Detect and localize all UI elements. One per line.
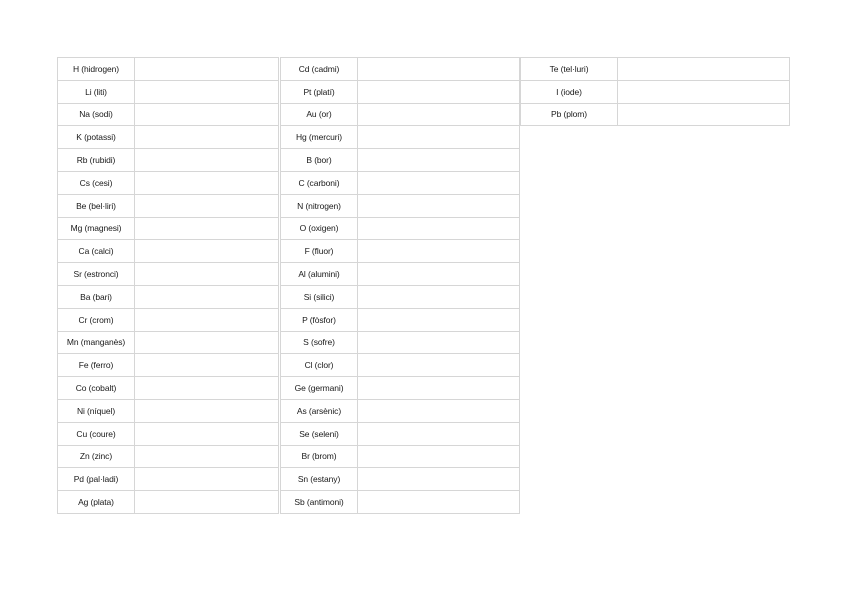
table-row xyxy=(280,422,519,445)
table-row xyxy=(57,422,278,445)
table-row xyxy=(57,80,278,103)
table-row xyxy=(57,57,278,80)
answer-field[interactable] xyxy=(617,57,790,81)
element-label: Co (cobalt) xyxy=(57,376,135,400)
element-label: F (fluor) xyxy=(280,239,358,263)
table-row xyxy=(280,353,519,376)
answer-field[interactable] xyxy=(134,80,279,104)
element-label: Sn (estany) xyxy=(280,467,358,491)
table-row xyxy=(520,57,789,80)
table-row xyxy=(57,308,278,331)
table-row xyxy=(57,285,278,308)
table-row xyxy=(57,467,278,490)
answer-field[interactable] xyxy=(357,445,520,469)
table-row xyxy=(57,399,278,422)
answer-field[interactable] xyxy=(357,285,520,309)
answer-field[interactable] xyxy=(357,57,520,81)
table-row xyxy=(57,353,278,376)
table-row xyxy=(57,171,278,194)
answer-field[interactable] xyxy=(357,103,520,127)
element-label: Cd (cadmi) xyxy=(280,57,358,81)
element-label: K (potassi) xyxy=(57,125,135,149)
element-label: Li (liti) xyxy=(57,80,135,104)
element-label: Rb (rubidi) xyxy=(57,148,135,172)
answer-field[interactable] xyxy=(134,125,279,149)
table-row xyxy=(280,262,519,285)
element-label: Se (seleni) xyxy=(280,422,358,446)
table-row xyxy=(280,445,519,468)
answer-field[interactable] xyxy=(617,103,790,127)
table-row xyxy=(280,467,519,490)
element-label: N (nitrogen) xyxy=(280,194,358,218)
element-label: Cs (cesi) xyxy=(57,171,135,195)
table-row xyxy=(280,194,519,217)
answer-field[interactable] xyxy=(134,490,279,514)
element-label: Sb (antimoni) xyxy=(280,490,358,514)
answer-field[interactable] xyxy=(134,353,279,377)
answer-field[interactable] xyxy=(134,148,279,172)
answer-field[interactable] xyxy=(134,331,279,355)
element-label: Zn (zinc) xyxy=(57,445,135,469)
table-row xyxy=(280,239,519,262)
element-label: As (arsènic) xyxy=(280,399,358,423)
answer-field[interactable] xyxy=(134,103,279,127)
element-label: Hg (mercuri) xyxy=(280,125,358,149)
element-label: Ag (plata) xyxy=(57,490,135,514)
answer-field[interactable] xyxy=(617,80,790,104)
answer-field[interactable] xyxy=(134,445,279,469)
answer-field[interactable] xyxy=(134,239,279,263)
answer-field[interactable] xyxy=(134,285,279,309)
element-label: Ge (germani) xyxy=(280,376,358,400)
element-label: Mn (manganès) xyxy=(57,331,135,355)
element-label: Si (silici) xyxy=(280,285,358,309)
table-row xyxy=(280,308,519,331)
answer-field[interactable] xyxy=(134,171,279,195)
table-row xyxy=(57,217,278,240)
element-label: Fe (ferro) xyxy=(57,353,135,377)
answer-field[interactable] xyxy=(134,262,279,286)
answer-field[interactable] xyxy=(134,57,279,81)
answer-field[interactable] xyxy=(357,194,520,218)
element-label: O (oxigen) xyxy=(280,217,358,241)
table-row xyxy=(57,376,278,399)
element-label: C (carboni) xyxy=(280,171,358,195)
answer-field[interactable] xyxy=(357,80,520,104)
element-label: Mg (magnesi) xyxy=(57,217,135,241)
element-label: Sr (estronci) xyxy=(57,262,135,286)
table-row xyxy=(520,103,789,126)
table-row xyxy=(57,445,278,468)
table-row xyxy=(280,331,519,354)
answer-field[interactable] xyxy=(357,125,520,149)
element-label: Be (bel·liri) xyxy=(57,194,135,218)
element-table-column-3 xyxy=(520,57,789,125)
table-row xyxy=(280,125,519,148)
element-label: Ni (níquel) xyxy=(57,399,135,423)
answer-field[interactable] xyxy=(357,399,520,423)
answer-field[interactable] xyxy=(134,422,279,446)
element-label: Na (sodi) xyxy=(57,103,135,127)
table-row xyxy=(280,103,519,126)
element-label: H (hidrogen) xyxy=(57,57,135,81)
element-label: B (bor) xyxy=(280,148,358,172)
answer-field[interactable] xyxy=(357,353,520,377)
table-row xyxy=(57,103,278,126)
element-label: Te (tel·luri) xyxy=(520,57,618,81)
answer-field[interactable] xyxy=(134,376,279,400)
element-label: P (fòsfor) xyxy=(280,308,358,332)
answer-field[interactable] xyxy=(357,376,520,400)
answer-field[interactable] xyxy=(134,308,279,332)
element-label: Al (alumini) xyxy=(280,262,358,286)
table-row xyxy=(520,80,789,103)
answer-field[interactable] xyxy=(357,239,520,263)
answer-field[interactable] xyxy=(357,490,520,514)
table-row xyxy=(57,125,278,148)
table-row xyxy=(280,217,519,240)
table-row xyxy=(57,148,278,171)
table-row xyxy=(280,80,519,103)
answer-field[interactable] xyxy=(134,399,279,423)
answer-field[interactable] xyxy=(357,331,520,355)
table-row xyxy=(280,171,519,194)
table-row xyxy=(280,399,519,422)
element-label: S (sofre) xyxy=(280,331,358,355)
table-row xyxy=(57,262,278,285)
element-label: Cr (crom) xyxy=(57,308,135,332)
answer-field[interactable] xyxy=(134,194,279,218)
element-label: Cu (coure) xyxy=(57,422,135,446)
table-row xyxy=(57,490,278,513)
table-row xyxy=(280,490,519,513)
table-row xyxy=(280,376,519,399)
element-label: I (iode) xyxy=(520,80,618,104)
answer-field[interactable] xyxy=(357,148,520,172)
answer-field[interactable] xyxy=(357,422,520,446)
table-row xyxy=(57,331,278,354)
table-row xyxy=(280,57,519,80)
answer-field[interactable] xyxy=(357,308,520,332)
element-label: Br (brom) xyxy=(280,445,358,469)
element-label: Pb (plom) xyxy=(520,103,618,127)
answer-field[interactable] xyxy=(357,262,520,286)
table-row xyxy=(57,194,278,217)
table-row xyxy=(57,239,278,262)
element-label: Au (or) xyxy=(280,103,358,127)
element-label: Ba (bari) xyxy=(57,285,135,309)
element-label: Cl (clor) xyxy=(280,353,358,377)
element-table-column-1 xyxy=(57,57,278,513)
element-label: Ca (calci) xyxy=(57,239,135,263)
table-row xyxy=(280,285,519,308)
table-row xyxy=(280,148,519,171)
answer-field[interactable] xyxy=(357,467,520,491)
answer-field[interactable] xyxy=(134,217,279,241)
answer-field[interactable] xyxy=(134,467,279,491)
answer-field[interactable] xyxy=(357,171,520,195)
element-table-column-2 xyxy=(280,57,519,513)
element-label: Pd (pal·ladi) xyxy=(57,467,135,491)
element-label: Pt (platí) xyxy=(280,80,358,104)
answer-field[interactable] xyxy=(357,217,520,241)
